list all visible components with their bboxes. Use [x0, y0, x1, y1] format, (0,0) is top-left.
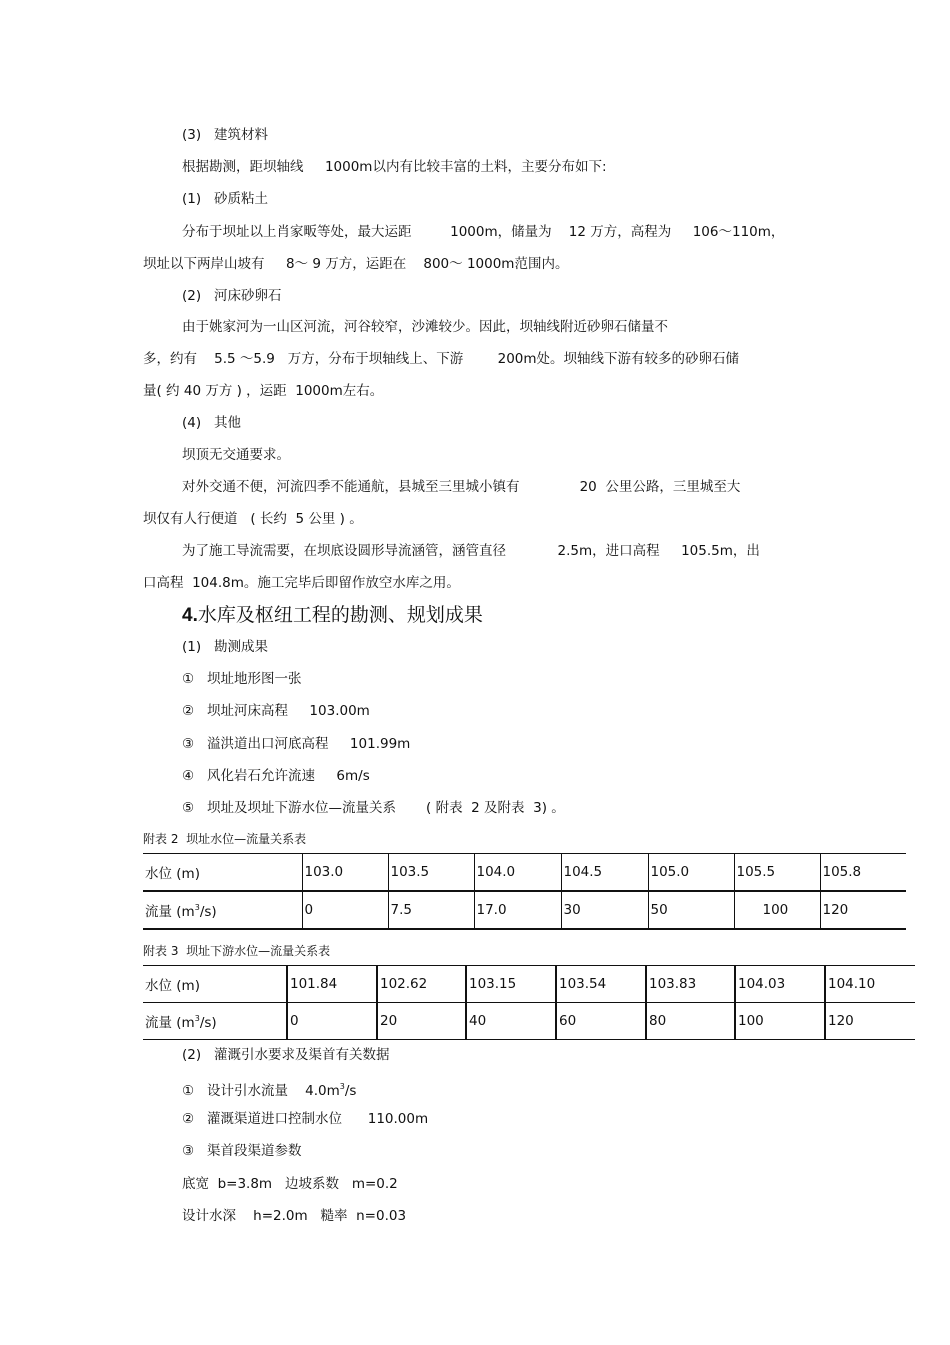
- table-cell: 103.83: [646, 966, 735, 1003]
- table-cell: 104.03: [735, 966, 825, 1003]
- heading-text: 水库及枢纽工程的勘测、规划成果: [197, 604, 483, 626]
- row-label: 水位 (m): [143, 854, 302, 892]
- list-item: ③ 渠首段渠道参数: [182, 1143, 302, 1159]
- table-cell: 103.54: [556, 966, 646, 1003]
- paragraph-line: 多，约有 5.5 ～5.9 万方，分布于坝轴线上、下游 200m处。坝轴线下游有较多的砂卵石储: [143, 351, 740, 367]
- table-cell: 103.0: [302, 854, 388, 892]
- table-cell: 100: [734, 891, 820, 929]
- table-cell: 103.15: [466, 966, 556, 1003]
- table3-caption: 附表 3 坝址下游水位—流量关系表: [143, 944, 331, 958]
- table-cell: 20: [377, 1003, 466, 1040]
- table-cell: 102.62: [377, 966, 466, 1003]
- paragraph-line: 量( 约 40 万方 ) ，运距 1000m左右。: [143, 383, 384, 399]
- table-cell: 17.0: [474, 891, 561, 929]
- subsection-title-gravel: (2) 河床砂卵石: [182, 288, 282, 304]
- list-item: ④ 风化岩石允许流速 6m/s: [182, 768, 370, 784]
- row-label: 流量 $(m^3/s)$: [143, 1003, 287, 1040]
- paragraph-line: 分布于坝址以上肖家畈等处，最大运距 1000m，储量为 12 万方，高程为 106～110m，: [182, 224, 785, 240]
- section-heading: [182, 602, 483, 629]
- list-item: ③ 溢洪道出口河底高程 101.99m: [182, 736, 411, 752]
- table-cell: 104.0: [474, 854, 561, 892]
- table-cell: 101.84: [287, 966, 377, 1003]
- paragraph-line: 由于姚家河为一山区河流，河谷较窄，沙滩较少。因此，坝轴线附近砂卵石储量不: [182, 319, 668, 335]
- table-cell: 0: [287, 1003, 377, 1040]
- list-item: ⑤ 坝址及坝址下游水位—流量关系 ( 附表 2 及附表 3) 。: [182, 800, 565, 816]
- list-item: ① 设计引水流量 $4.0m^3/s$: [182, 1082, 357, 1099]
- row-label: 流量 $(m^3/s)$: [143, 891, 302, 929]
- table-cell: 120: [820, 891, 906, 929]
- paragraph-line: 坝顶无交通要求。: [182, 447, 290, 463]
- table-cell: 40: [466, 1003, 556, 1040]
- paragraph-line: 底宽 b=3.8m 边坡系数 m=0.2: [182, 1176, 398, 1192]
- table-cell: 105.5: [734, 854, 820, 892]
- paragraph-line: 为了施工导流需要，在坝底设圆形导流涵管，涵管直径 2.5m，进口高程 105.5m，出: [182, 543, 760, 559]
- list-item: ② 灌溉渠道进口控制水位 110.00m: [182, 1111, 429, 1127]
- table-cell: 30: [561, 891, 648, 929]
- row-label: 水位 (m): [143, 966, 287, 1003]
- paragraph-line: 对外交通不便，河流四季不能通航，县城至三里城小镇有 20 公里公路，三里城至大: [182, 479, 741, 495]
- section-title-building-materials: (3) 建筑材料: [182, 127, 268, 143]
- paragraph-line: 根据勘测，距坝轴线 1000m以内有比较丰富的土料，主要分布如下:: [182, 159, 607, 175]
- table2-stage-discharge: [143, 853, 906, 930]
- table-cell: 104.5: [561, 854, 648, 892]
- paragraph-line: 设计水深 h=2.0m 糙率 n=0.03: [182, 1208, 407, 1224]
- table-cell: 80: [646, 1003, 735, 1040]
- table-cell: 104.10: [825, 966, 915, 1003]
- table-cell: 50: [648, 891, 734, 929]
- table-cell: 100: [735, 1003, 825, 1040]
- subsection-title-survey-results: (1) 勘测成果: [182, 639, 268, 655]
- table-row: [143, 854, 906, 892]
- list-item: ① 坝址地形图一张: [182, 671, 302, 687]
- paragraph-line: 坝仅有人行便道 ( 长约 5 公里 ) 。: [143, 511, 363, 527]
- table-cell: 0: [302, 891, 388, 929]
- subsection-title-irrigation: (2) 灌溉引水要求及渠首有关数据: [182, 1047, 390, 1063]
- table-cell: 105.0: [648, 854, 734, 892]
- paragraph-line: 口高程 104.8m。施工完毕后即留作放空水库之用。: [143, 575, 460, 591]
- table-row: [143, 891, 906, 929]
- list-item: ② 坝址河床高程 103.00m: [182, 703, 370, 719]
- subsection-title-other: (4) 其他: [182, 415, 241, 431]
- table-row: [143, 966, 915, 1003]
- table3-downstream-stage-discharge: [143, 965, 915, 1040]
- subsection-title-sandy-clay: (1) 砂质粘土: [182, 191, 268, 207]
- paragraph-line: 坝址以下两岸山坡有 8～ 9 万方，运距在 800～ 1000m范围内。: [143, 256, 569, 272]
- table-cell: 7.5: [388, 891, 474, 929]
- table-cell: 120: [825, 1003, 915, 1040]
- table-row: [143, 1003, 915, 1040]
- heading-number: 4.: [182, 605, 198, 626]
- table-cell: 105.8: [820, 854, 906, 892]
- table-cell: 60: [556, 1003, 646, 1040]
- table-cell: 103.5: [388, 854, 474, 892]
- table2-caption: 附表 2 坝址水位—流量关系表: [143, 832, 307, 846]
